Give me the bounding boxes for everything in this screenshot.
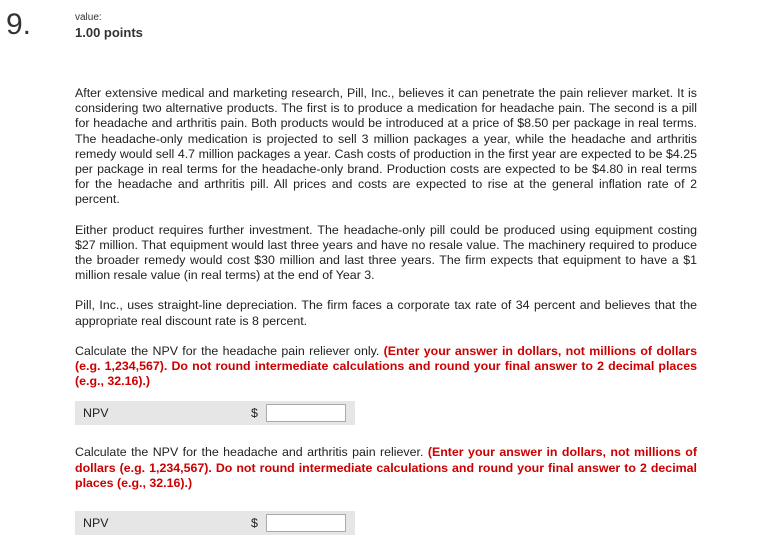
part-2-answer-row: [75, 511, 355, 535]
question-value-block: [75, 12, 143, 40]
points-value: 1.00 points: [75, 25, 143, 40]
part-1-npv-input[interactable]: [266, 404, 346, 422]
part-1-answer-row: [75, 401, 355, 425]
part-2-currency-symbol: $: [251, 516, 258, 531]
part-2-question: [75, 445, 697, 491]
part-2-npv-input[interactable]: [266, 514, 346, 532]
part-1-question: [75, 344, 697, 390]
part-2-prompt: Calculate the NPV for the headache and arthritis pain reliever.: [75, 445, 424, 460]
part-1-instruction: (Enter your answer in dollars, not millions of dollars (e.g. 1,234,567). Do not round intermediate calculations and round your final answer to 2 decimal places (e.g., 32.16).): [75, 343, 697, 389]
part-2-npv-label: NPV: [83, 516, 109, 531]
part-1-currency-symbol: $: [251, 406, 258, 421]
problem-paragraph-3: Pill, Inc., uses straight-line depreciation. The firm faces a corporate tax rate of 34 percent and believes that the appropriate real discount rate is 8 percent.: [75, 298, 697, 328]
value-label: value:: [75, 12, 102, 23]
question-number: 9.: [6, 8, 32, 41]
part-1-prompt: Calculate the NPV for the headache pain reliever only.: [75, 343, 380, 358]
part-2-instruction: (Enter your answer in dollars, not millions of dollars (e.g. 1,234,567). Do not round intermediate calculations and round your final answer to 2 decimal places (e.g., 32.16).): [75, 445, 697, 490]
problem-paragraph-2: Either product requires further investment. The headache-only pill could be produced using equipment costing $27 million. That equipment would last three years and have no resale value. The machinery required to produce the broader remedy would cost $30 million and last three years. The firm expects that equipment to have a $1 million resale value (in real terms) at the end of Year 3.: [75, 222, 697, 283]
problem-paragraph-1: After extensive medical and marketing research, Pill, Inc., believes it can penetrate the pain reliever market. It is considering two alternative products. The first is to produce a medication for headache pain. The second is a pill for headache and arthritis pain. Both products would be introduced at a price of $8.50 per package in real terms. The headache-only medication is projected to sell 3 million packages a year, while the headache and arthritis remedy would sell 4.7 million packages a year. Cash costs of production in the first year are expected to be $4.25 per package in real terms for the headache-only brand. Production costs are expected to be $4.80 in real terms for the headache and arthritis pill. All prices and costs are expected to rise at the general inflation rate of 2 percent.: [75, 86, 697, 207]
question-body: [75, 86, 697, 535]
part-1-npv-label: NPV: [83, 406, 109, 421]
